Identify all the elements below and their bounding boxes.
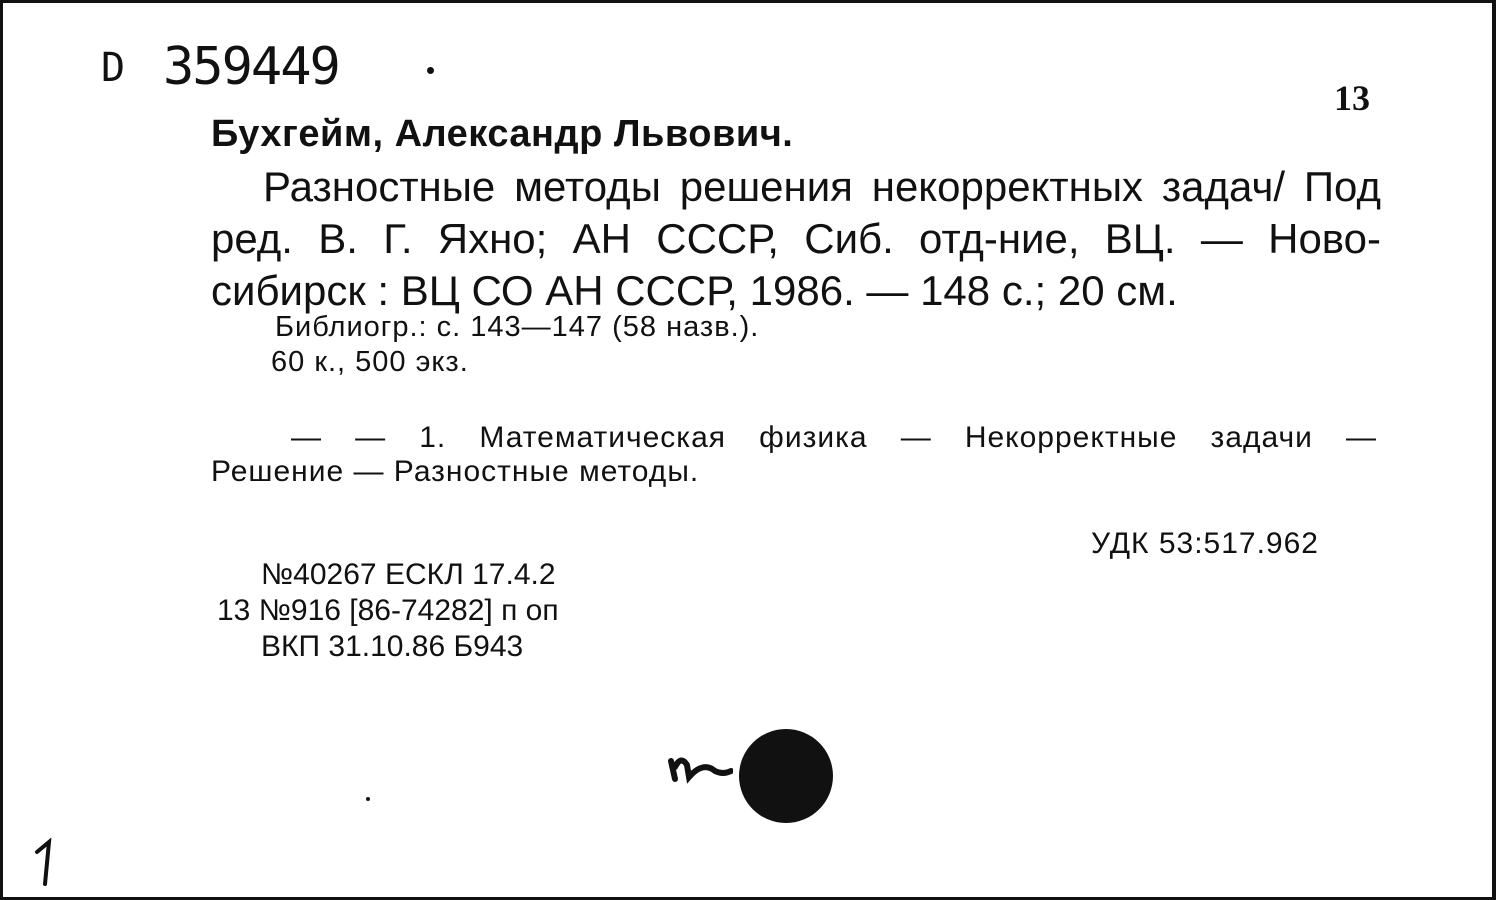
title-description <box>211 161 1381 317</box>
price-note: 60 к., 500 экз. <box>271 346 469 378</box>
shelf-prefix: D <box>101 45 126 91</box>
bibliography-note: Библиогр.: с. 143—147 (58 назв.). <box>275 311 760 343</box>
punched-hole <box>739 729 833 823</box>
title-line: сибирск : ВЦ СО АН СССР, 1986. — 148 с.; 20 см. <box>211 267 1178 314</box>
ink-dot <box>366 797 370 801</box>
control-number-line: 13 №916 [86-74282] п оп <box>217 594 559 627</box>
control-number-line: ВКП 31.10.86 Б943 <box>261 630 524 663</box>
subject-headings <box>211 421 1377 489</box>
call-number: 359449 <box>163 37 339 97</box>
author-heading: Бухгейм, Александр Львович. <box>211 113 794 155</box>
title-line: ред. В. Г. Яхно; АН СССР, Сиб. отд-ние, ВЦ. — Ново- <box>211 215 1381 262</box>
control-number-line: №40267 ЕСКЛ 17.4.2 <box>261 558 556 591</box>
card-number: 13 <box>1334 78 1370 118</box>
ink-dot <box>427 67 434 74</box>
udc-classification: УДК 53:517.962 <box>1091 527 1319 560</box>
subject-line: — — 1. Математическая физика — Некорректные задачи — <box>291 421 1377 454</box>
handwritten-number <box>33 838 57 888</box>
subject-line: Решение — Разностные методы. <box>211 455 700 488</box>
handwritten-mark <box>663 731 733 791</box>
title-line: Разностные методы решения некорректных задач/ Под <box>263 163 1381 210</box>
